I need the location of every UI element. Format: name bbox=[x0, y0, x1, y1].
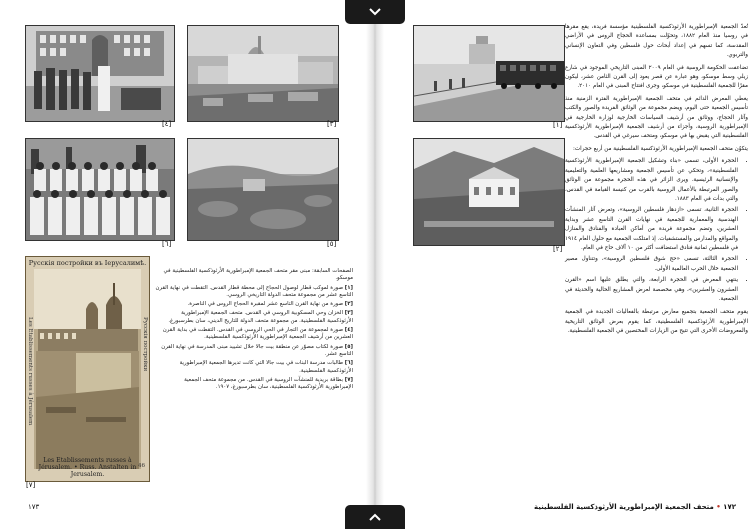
paragraph: يغطي المعرض الدائم في متحف الجمعية الإمبراطورية الفترة الزمنية منذ تأسيس الجمعية حتى اليوم، ويضم مجموعة من الوثائق الفريدة والصور والكتب وآثار الحجاج، ووثائق من أرشيف السياسات الخارجية لوزارة الخارجية في الإمبراطورية الروسية، وأجزاء من أرشيف الجمعية الإمبراطورية الأرثوذكسية الفلسطينية التي يقبض بها في موسكو، ومتحف سيرغي في القدس. bbox=[565, 95, 748, 140]
photo-tag: [٣] bbox=[327, 120, 337, 128]
postcard-side-text-left: Les Etablissements russes à Jérusalem bbox=[27, 317, 33, 426]
photo-postcard bbox=[25, 256, 150, 482]
article-body bbox=[565, 23, 748, 340]
caption-item: [١] صورة لموكب قطار لوصول الحجاج إلى محطة قطار القدس. التقطت في نهاية القرن التاسع عشر من مجموعة متحف الدولة التاريخي الروسي. bbox=[155, 284, 353, 298]
previous-page-button[interactable] bbox=[345, 0, 405, 24]
photo-tag: [١] bbox=[553, 121, 563, 129]
photo-russian-compound bbox=[187, 25, 339, 122]
photo-schoolgirls bbox=[25, 138, 175, 241]
paragraph: تُعدّ الجمعية الإمبراطورية الأرثوذكسية الفلسطينية مؤسسة فريدة، يقع مقرها في روسيا منذ العام ١٨٨٢، وتحوّلت بمساعدة الحجاج الروس في الأراضي المقدسة، كما تسهم في إعداد أبحاث حول فلسطين وفي التعاون الإنساني والتربوي. bbox=[565, 24, 748, 59]
photo-tag: [٦] bbox=[162, 240, 172, 248]
photo-tag: [٥] bbox=[327, 240, 337, 248]
photo-tag: [٤] bbox=[162, 120, 172, 128]
photo-hospice-hills bbox=[413, 138, 565, 246]
next-page-button[interactable] bbox=[345, 505, 405, 529]
paragraph: تضاعفت الحكومة الروسية في العام ٢٠٠٩ المبنى التاريخي الموجود في شارع زيلي وسط موسكو، وهو عبارة عن قصر يعود إلى القرن الثامن عشر، ليكون مقرًا للجمعية الفلسطينية في موسكو، وجرى افتتاح المبنى في العام ٢٠١٠. bbox=[565, 64, 749, 90]
caption-item: [٣] الخزان وحي المسكوبية الروسي في القدس. متحف الجمعية الإمبراطورية الأرثوذكسية الفلسطينية. من مجموعة متحف الدولة للتاريخ الديني، سان بطرسبورغ. bbox=[168, 310, 353, 324]
chevron-up-icon bbox=[368, 510, 382, 524]
caption-item: [٥] صورة لكتاب مصوّر عن منطقة بيت جالا خلال تشييد مبنى المدرسة في نهاية القرن التاسع عشر. bbox=[161, 343, 353, 357]
caption-item: [٢] صورة من نهاية القرن التاسع عشر لمقبرة الحجاج الروس في الناصرة. bbox=[187, 301, 353, 308]
caption-item: [٤] صورة لمجموعة من التجار في الحي الروسي في القدس. التقطت في بداية القرن العشرين من أرشيف الجمعية الإمبراطورية الأرثوذكسية الفلسطينية. bbox=[162, 327, 353, 341]
photo-tag: [٧] bbox=[26, 481, 36, 489]
photo-tag: [٢] bbox=[553, 245, 563, 253]
paragraph: يتكوّن متحف الجمعية الإمبراطورية الأرثوذكسية الفلسطينية من أربع حجرات: bbox=[572, 145, 748, 152]
photo-landscape-construction bbox=[187, 138, 339, 241]
chevron-down-icon bbox=[368, 5, 382, 19]
caption-item: [٧] بطاقة بريدية للمنشآت الروسية في القدس. من مجموعة متحف الجمعية الإمبراطورية الأرثوذكسية الفلسطينية، سان بطرسبورغ، ١٩٠٧. bbox=[184, 376, 353, 391]
list-item: • ينتهي المعرض في الحجرة الرابعة، والتي يطلق عليها اسم «القرن العشرون والعشرين»، وهي مخصصة لعرض المشاريع الحالية والحديثة في الجمعية. bbox=[565, 276, 738, 304]
caption-list bbox=[155, 268, 353, 393]
postcard-number: 46 bbox=[138, 463, 145, 469]
paragraph: يقوم متحف الجمعية بتجميع معارض مرتبطة بالفعاليات الجديدة في الجمعية الإمبراطورية الأرثوذكسية الفلسطينية، كما يقوم بعرض الوثائق التاريخية والمعروضات الأخرى التي تتيح من الزيارات المختصين في الجمعية الفلسطينية. bbox=[565, 309, 748, 335]
photo-train-station bbox=[413, 25, 565, 122]
postcard-caption: Les Etablissements russes à Jérusalem. • Russ. Anstalten in Jerusalem. bbox=[38, 457, 137, 478]
list-item: • الحجرة الأولى، تسمى «بناء وتشكيل الجمعية الإمبراطورية الأرثوذكسية الفلسطينية»، وتحكي عن تأسيس الجمعية ومشاريعها العلمية والتعليمية والإنسانية الرئيسية. ويرى الزائر في هذه الحجرة مجموعة من الوثائق والصور المرتبطة بالأعمال الروسية بالقرب من كنيسة القيامة في القدس، والتي بدأت في العام ١٨٨٣. bbox=[565, 157, 738, 204]
page-number-right: ١٧٢ bbox=[723, 503, 736, 511]
footer-title: متحف الجمعية الإمبراطورية الأرثوذكسية الفلسطينية bbox=[534, 503, 714, 511]
footer-separator: • bbox=[716, 503, 721, 511]
running-footer bbox=[534, 503, 736, 511]
book-spine bbox=[366, 0, 384, 529]
page-number-left: ١٧٣ bbox=[28, 503, 40, 511]
postcard-side-text-right: Русскія постройки bbox=[142, 317, 148, 372]
caption-item: الصفحات السابقة: مبنى مقر متحف الجمعية الإمبراطورية الأرثوذكسية الفلسطينية في موسكو. bbox=[163, 268, 353, 282]
rooms-list bbox=[565, 157, 748, 304]
list-item: • الحجرة الثانية، تسمى «ازدهار فلسطين الروسية»، وتعرض آثار المنشآت الهندسية والمعمارية للجمعية في نهايات القرن التاسع عشر وبداية العشرين، وتضم مجموعة فريدة من أماكن العبادة والفنادق والمنازل والمواقع والمدارس والمستشفيات. إذ امتلكت الجمعية مع حلول العام ١٩١٤ في فلسطين ثمانية فنادق استضافت أكثر من ١٠ آلاف حاج في العام. bbox=[565, 206, 738, 253]
caption-item: [٦] طالبات مدرسة البنات في بيت جالا التي كانت تديرها الجمعية الإمبراطورية الأرثوذكسية الفلسطينية. bbox=[179, 360, 353, 374]
postcard-title: Русскія постройки въ Іерусалимѣ. bbox=[28, 259, 147, 267]
list-item: • الحجرة الثالثة، تسمى «حج شوق فلسطين الروسية»، وتتناول مصير الجمعية خلال الحرب العالمية الأولى. bbox=[565, 255, 738, 274]
photo-pharmacy-interior bbox=[25, 25, 175, 122]
